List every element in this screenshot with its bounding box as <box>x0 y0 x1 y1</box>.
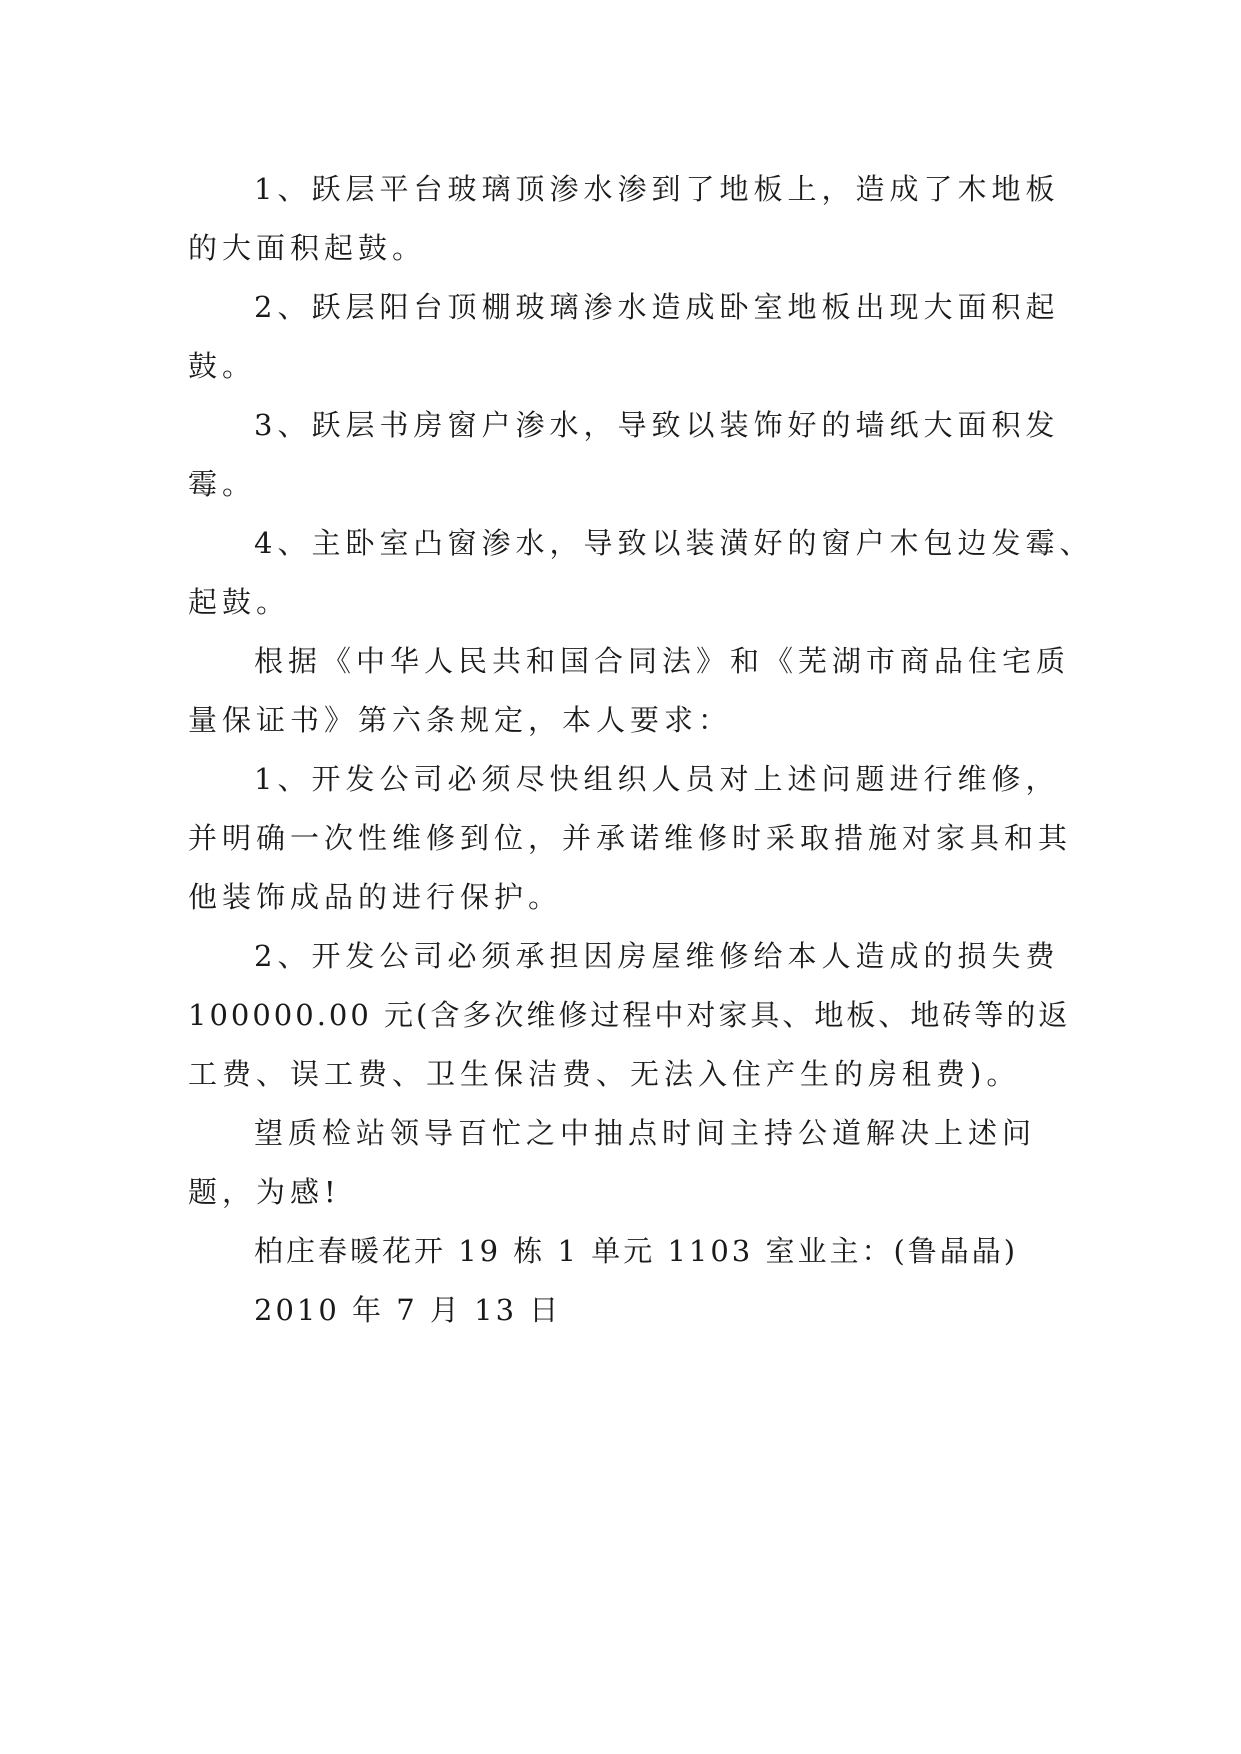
paragraph-line: 鼓。 <box>188 349 257 383</box>
paragraph-line: 起鼓。 <box>188 585 291 619</box>
paragraph-line: 2、跃层阳台顶棚玻璃渗水造成卧室地板出现大面积起 <box>254 290 1060 324</box>
paragraph-issue-1 <box>188 160 1060 278</box>
paragraph-issue-4 <box>188 514 1094 632</box>
paragraph-line: 根据《中华人民共和国合同法》和《芜湖市商品住宅质 <box>254 644 1071 678</box>
paragraph-line: 1、跃层平台玻璃顶渗水渗到了地板上，造成了木地板 <box>254 172 1060 206</box>
paragraph-issue-2 <box>188 278 1060 396</box>
paragraph-line: 并明确一次性维修到位，并承诺维修时采取措施对家具和其 <box>188 821 1073 855</box>
paragraph-closing <box>188 1104 1048 1222</box>
paragraph-line: 霉。 <box>188 467 257 501</box>
paragraph-line: 的大面积起鼓。 <box>188 231 427 265</box>
document-body <box>188 160 1094 1340</box>
paragraph-demand-1 <box>188 750 1073 927</box>
paragraph-legal-basis <box>188 632 1071 750</box>
paragraph-demand-2 <box>188 927 1071 1104</box>
paragraph-line: 望质检站领导百忙之中抽点时间主持公道解决上述问 <box>254 1116 1037 1150</box>
paragraph-line: 题，为感! <box>188 1175 341 1209</box>
paragraph-line: 3、跃层书房窗户渗水，导致以装饰好的墙纸大面积发 <box>254 408 1060 442</box>
signature-line: 柏庄春暖花开 19 栋 1 单元 1103 室业主：(鲁晶晶) <box>254 1234 1019 1268</box>
paragraph-line: 100000.00 元(含多次维修过程中对家具、地板、地砖等的返 <box>188 998 1071 1032</box>
paragraph-line: 4、主卧室凸窗渗水，导致以装潢好的窗户木包边发霉、 <box>254 526 1094 560</box>
paragraph-line: 量保证书》第六条规定，本人要求： <box>188 703 733 737</box>
paragraph-line: 2、开发公司必须承担因房屋维修给本人造成的损失费 <box>254 939 1060 973</box>
date-line: 2010 年 7 月 13 日 <box>254 1293 562 1327</box>
paragraph-line: 1、开发公司必须尽快组织人员对上述问题进行维修， <box>254 762 1060 796</box>
paragraph-line: 他装饰成品的进行保护。 <box>188 880 563 914</box>
paragraph-line: 工费、误工费、卫生保洁费、无法入住产生的房租费)。 <box>188 1057 1021 1091</box>
paragraph-issue-3 <box>188 396 1060 514</box>
